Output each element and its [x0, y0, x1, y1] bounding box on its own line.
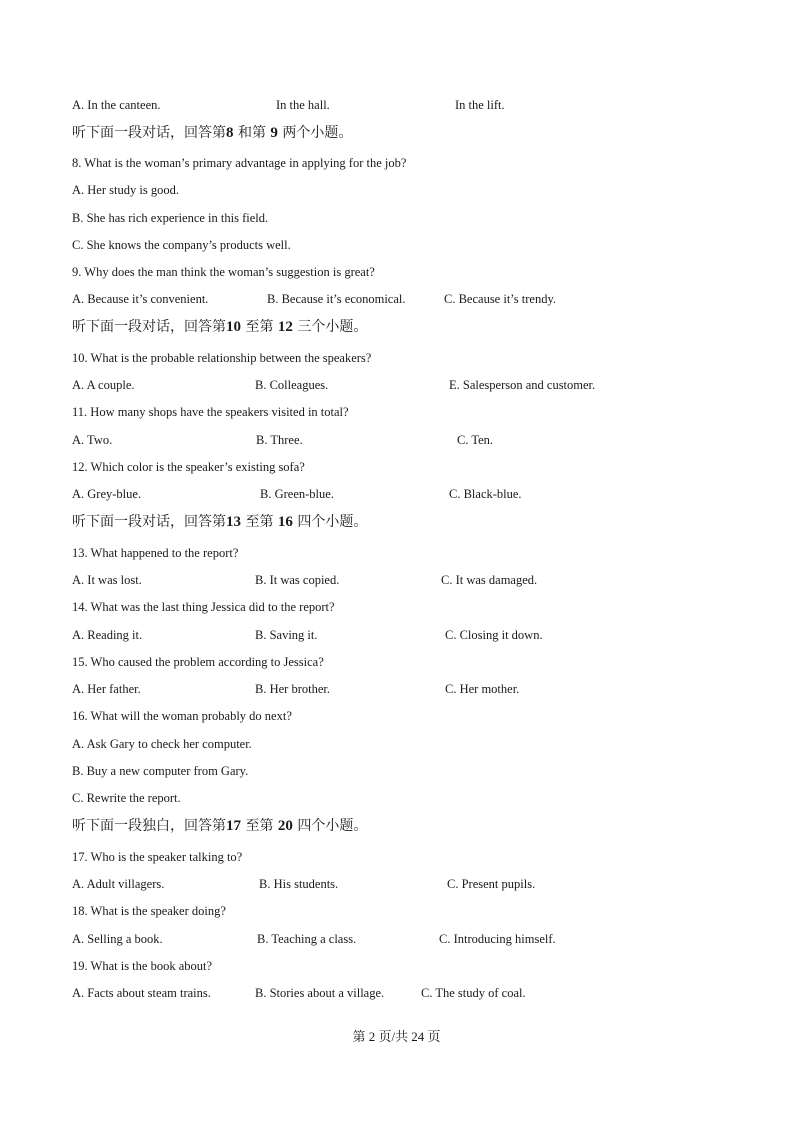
option-b: B. His students. — [259, 877, 339, 891]
option-line: C. She knows the company’s products well. — [72, 238, 291, 252]
heading-post: 三个小题。 — [297, 319, 368, 335]
option-line: A. Ask Gary to check her computer. — [72, 737, 252, 751]
option-b: B. Three. — [256, 433, 303, 447]
option-a: A. Facts about steam trains. — [72, 986, 211, 1000]
heading-n1: 17 — [226, 818, 241, 834]
option-c: E. Salesperson and customer. — [449, 378, 596, 392]
heading-pre: 听下面一段对话，回答第 — [72, 319, 226, 335]
option-c: C. Present pupils. — [447, 877, 536, 891]
heading-mid: 至第 — [245, 319, 274, 335]
question-text: 15. Who caused the problem according to Jessica? — [72, 655, 324, 669]
heading-n1: 13 — [226, 514, 241, 530]
option-row — [72, 432, 722, 448]
question-text: 17. Who is the speaker talking to? — [72, 850, 243, 864]
option-row — [72, 572, 722, 588]
option-b: B. Because it’s economical. — [267, 292, 406, 306]
option-a: A. In the canteen. — [72, 98, 161, 112]
option-row — [72, 627, 722, 643]
option-a: A. Adult villagers. — [72, 877, 165, 891]
heading-n1: 8 — [226, 125, 234, 141]
option-c: C. Closing it down. — [445, 628, 543, 642]
heading-n2: 12 — [277, 319, 293, 335]
option-line: A. Her study is good. — [72, 183, 179, 197]
question-text: 16. What will the woman probably do next? — [72, 709, 292, 723]
option-a: A. A couple. — [72, 378, 135, 392]
option-c: C. It was damaged. — [441, 573, 538, 587]
option-b: B. Saving it. — [255, 628, 318, 642]
option-c: C. The study of coal. — [421, 986, 526, 1000]
option-a: A. It was lost. — [72, 573, 142, 587]
option-row — [72, 486, 722, 502]
option-b: B. Teaching a class. — [257, 932, 357, 946]
option-b: B. Green-blue. — [260, 487, 334, 501]
heading-pre: 听下面一段独白，回答第 — [72, 818, 226, 834]
heading-pre: 听下面一段对话，回答第 — [72, 514, 226, 530]
option-c: C. Introducing himself. — [439, 932, 556, 946]
page-footer: 第 2 页/共 24 页 — [352, 1029, 441, 1044]
heading-n1: 10 — [226, 319, 241, 335]
section-heading — [72, 818, 367, 834]
heading-mid: 至第 — [245, 818, 274, 834]
option-row — [72, 985, 722, 1001]
option-c: C. Ten. — [457, 433, 494, 447]
option-row — [72, 97, 722, 113]
option-row — [72, 681, 722, 697]
question-text: 13. What happened to the report? — [72, 546, 239, 560]
option-line: B. She has rich experience in this field. — [72, 211, 269, 225]
question-text: 19. What is the book about? — [72, 959, 213, 973]
option-c: C. Because it’s trendy. — [444, 292, 557, 306]
option-a: A. Two. — [72, 433, 113, 447]
option-a: A. Grey-blue. — [72, 487, 142, 501]
section-heading — [72, 514, 367, 530]
option-line: C. Rewrite the report. — [72, 791, 181, 805]
option-c: In the lift. — [455, 98, 505, 112]
option-row — [72, 377, 722, 393]
heading-n2: 16 — [277, 514, 293, 530]
heading-n2: 20 — [277, 818, 293, 834]
option-row — [72, 931, 722, 947]
question-text: 11. How many shops have the speakers visited in total? — [72, 405, 349, 419]
heading-pre: 听下面一段对话，回答第 — [72, 125, 226, 141]
question-text: 12. Which color is the speaker’s existing sofa? — [72, 460, 305, 474]
option-a: A. Her father. — [72, 682, 141, 696]
question-text: 10. What is the probable relationship between the speakers? — [72, 351, 372, 365]
option-row — [72, 876, 722, 892]
option-b: B. Stories about a village. — [255, 986, 385, 1000]
option-row — [72, 291, 722, 307]
section-heading — [72, 319, 367, 335]
heading-mid: 至第 — [245, 514, 274, 530]
option-a: A. Selling a book. — [72, 932, 163, 946]
question-text: 18. What is the speaker doing? — [72, 904, 226, 918]
option-b: In the hall. — [276, 98, 330, 112]
option-b: B. Colleagues. — [255, 378, 329, 392]
option-a: A. Because it’s convenient. — [72, 292, 209, 306]
option-b: B. Her brother. — [255, 682, 330, 696]
question-text: 14. What was the last thing Jessica did to the report? — [72, 600, 335, 614]
option-c: C. Her mother. — [445, 682, 520, 696]
heading-post: 四个小题。 — [297, 514, 368, 530]
question-text: 8. What is the woman’s primary advantage in applying for the job? — [72, 156, 407, 170]
option-b: B. It was copied. — [255, 573, 340, 587]
heading-n2: 9 — [270, 125, 278, 141]
heading-post: 四个小题。 — [297, 818, 368, 834]
question-text: 9. Why does the man think the woman’s suggestion is great? — [72, 265, 375, 279]
option-a: A. Reading it. — [72, 628, 143, 642]
heading-post: 两个小题。 — [282, 125, 353, 141]
section-heading — [72, 125, 352, 141]
heading-mid: 和第 — [237, 125, 266, 141]
option-c: C. Black-blue. — [449, 487, 522, 501]
option-line: B. Buy a new computer from Gary. — [72, 764, 249, 778]
